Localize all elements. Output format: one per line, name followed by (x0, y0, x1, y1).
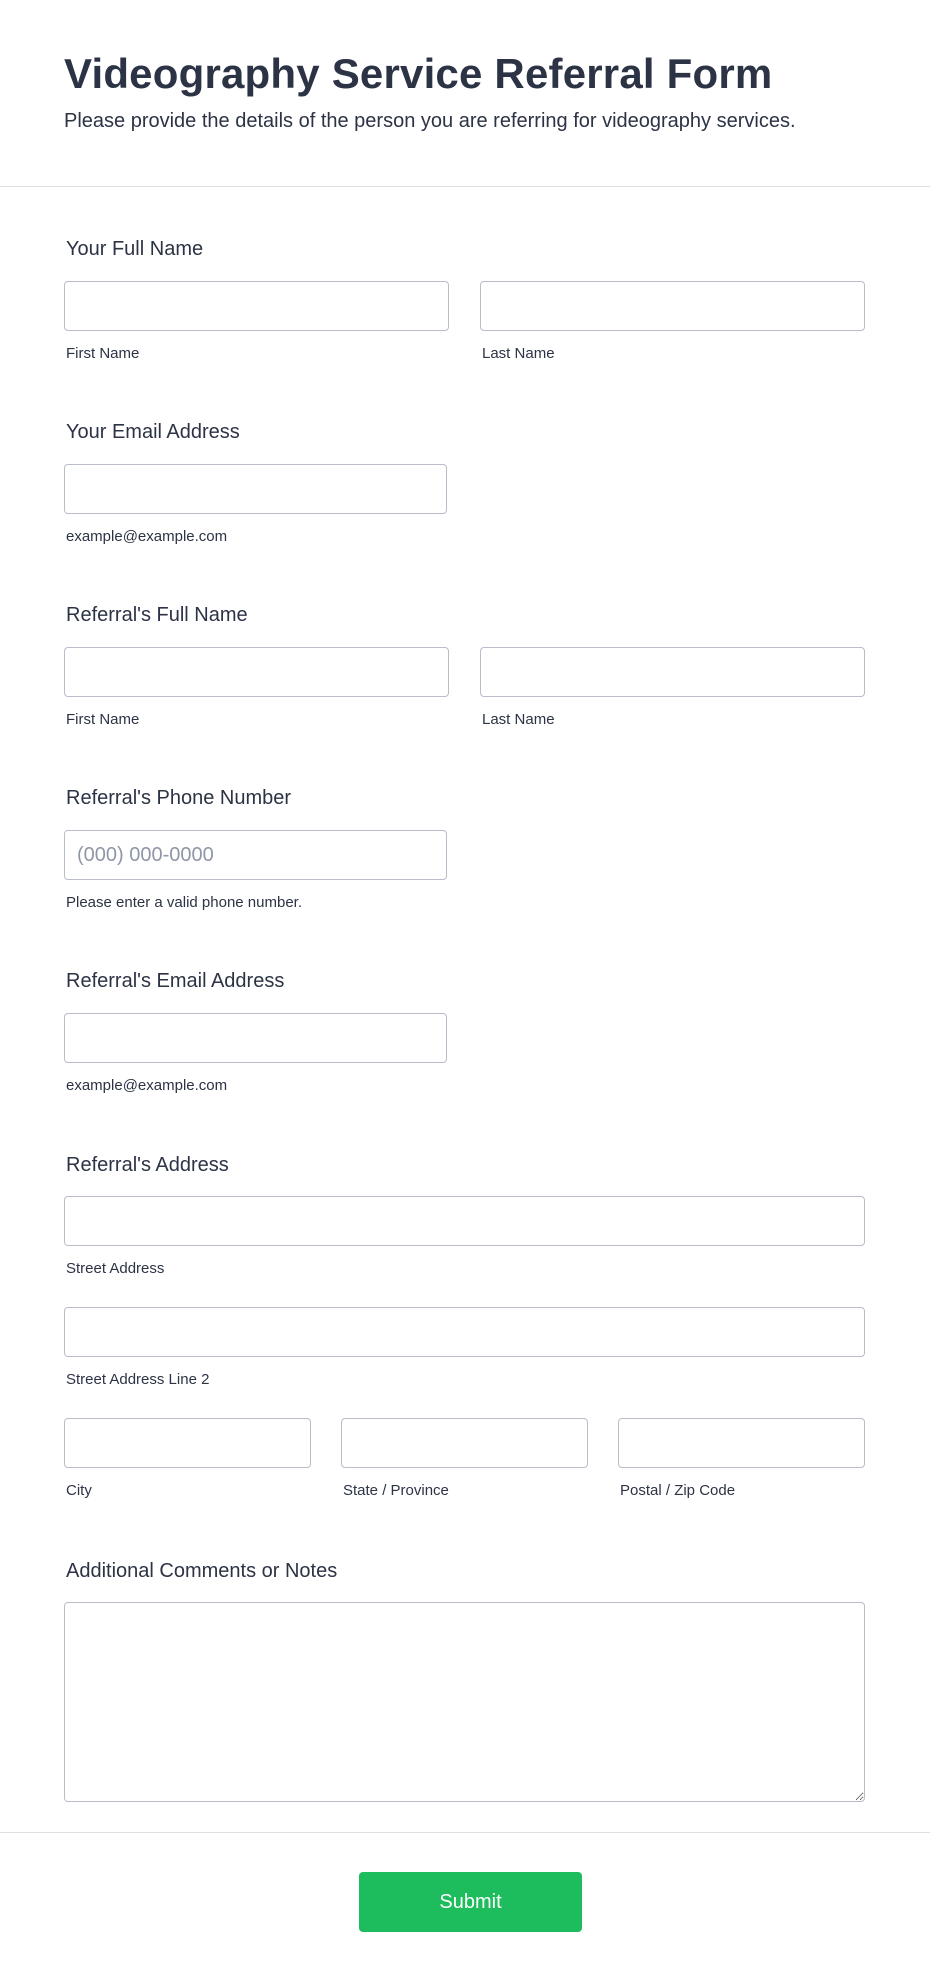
your-full-name-label: Your Full Name (66, 238, 204, 260)
referral-email-label: Referral's Email Address (66, 970, 285, 992)
referral-first-name-input[interactable] (64, 647, 449, 697)
street-address-line2-input[interactable] (64, 1307, 865, 1357)
referral-phone-input[interactable] (64, 830, 447, 880)
referral-phone-label: Referral's Phone Number (66, 787, 292, 809)
form-title: Videography Service Referral Form (64, 50, 773, 97)
referral-full-name-label: Referral's Full Name (66, 604, 248, 626)
referral-last-name-input[interactable] (480, 647, 865, 697)
submit-button[interactable]: Submit (359, 1872, 582, 1932)
referral-address-label: Referral's Address (66, 1154, 229, 1176)
your-last-name-sublabel: Last Name (482, 345, 555, 362)
your-first-name-sublabel: First Name (66, 345, 140, 362)
your-last-name-input[interactable] (480, 281, 865, 331)
street-address-sublabel: Street Address (66, 1260, 165, 1277)
referral-last-name-sublabel: Last Name (482, 711, 555, 728)
your-email-sublabel: example@example.com (66, 528, 228, 545)
referral-email-input[interactable] (64, 1013, 447, 1063)
your-first-name-input[interactable] (64, 281, 449, 331)
street-address-line2-sublabel: Street Address Line 2 (66, 1371, 210, 1388)
your-email-input[interactable] (64, 464, 447, 514)
postal-zip-input[interactable] (618, 1418, 865, 1468)
postal-zip-sublabel: Postal / Zip Code (620, 1482, 736, 1499)
city-sublabel: City (66, 1482, 92, 1499)
form-subtitle: Please provide the details of the person you are referring for videography services. (64, 110, 796, 132)
referral-phone-sublabel: Please enter a valid phone number. (66, 894, 302, 911)
city-input[interactable] (64, 1418, 311, 1468)
your-email-label: Your Email Address (66, 421, 240, 443)
footer-divider (0, 1832, 930, 1833)
state-province-input[interactable] (341, 1418, 588, 1468)
street-address-input[interactable] (64, 1196, 865, 1246)
state-province-sublabel: State / Province (343, 1482, 449, 1499)
form-header (0, 0, 930, 187)
referral-first-name-sublabel: First Name (66, 711, 140, 728)
comments-textarea[interactable] (64, 1602, 865, 1802)
comments-label: Additional Comments or Notes (66, 1560, 338, 1582)
referral-email-sublabel: example@example.com (66, 1077, 228, 1094)
